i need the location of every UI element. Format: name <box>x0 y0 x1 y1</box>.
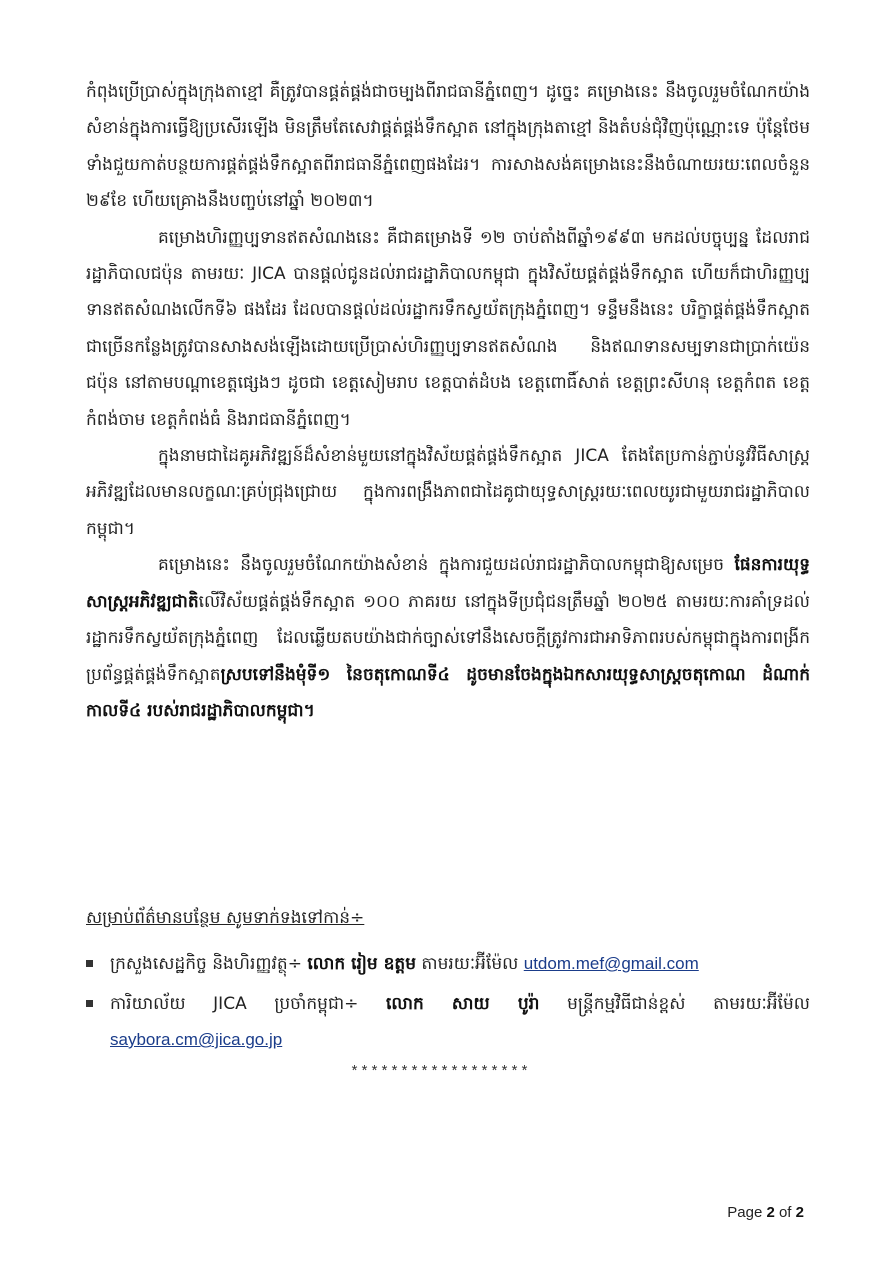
end-separator: ****************** <box>349 1064 531 1081</box>
contact-list <box>86 946 810 1058</box>
page-total: 2 <box>795 1204 804 1221</box>
page-middle: of <box>774 1204 796 1221</box>
contact-item-jica <box>86 986 810 1058</box>
square-bullet-icon <box>86 1000 93 1007</box>
contact-suffix: មន្ត្រីកម្មវិធីជាន់ខ្ពស់ តាមរយៈអ៊ីម៉ែល <box>539 994 810 1014</box>
email-link-mef[interactable]: utdom.mef@gmail.com <box>523 954 699 973</box>
paragraph-3: ក្នុងនាមជាដៃគូអភិវឌ្ឍន៍ដ៏សំខាន់មួយនៅក្នុងវិស័យផ្គត់ផ្គង់ទឹកស្អាត JICA តែងតែប្រកាន់ភ្ជាប់នូវវិធីសាស្ត្រអភិវឌ្ឍដែលមានលក្ខណៈគ្រប់ជ្រុងជ្រោយ ក្នុងការពង្រឹងភាពជាដៃគូជាយុទ្ធសាស្ត្ររយៈពេលយូរជាមួយរាជរដ្ឋាភិបាលកម្ពុជា។ <box>86 446 810 539</box>
contact-person: លោក រៀម ឧត្តម <box>307 954 417 974</box>
contact-section <box>86 898 810 1062</box>
body-text <box>86 74 810 729</box>
paragraph-4-part-2: លើវិស័យផ្គត់ផ្គង់ទឹកស្អាត ១០០ ភាគរយ នៅក្នុងទីប្រជុំជនត្រឹមឆ្នាំ ២០២៥ តាមរយៈការគាំទ្រដល់រដ្ឋាករទឹកស្វយ័តក្រុងភ្នំពេញ ដែលឆ្លើយតបយ៉ាងជាក់ច្បាស់ទៅនឹងសេចក្ដីត្រូវការជាអាទិភាពរបស់កម្ពុជាក្នុងការពង្រីកប្រព័ន្ធផ្គត់ផ្គង់ទឹកស្អាត <box>86 591 810 685</box>
contact-heading: សម្រាប់ព័ត៌មានបន្ថែម សូមទាក់ទងទៅកាន់÷ <box>86 908 365 928</box>
contact-org: ការិយាល័យ JICA ប្រចាំកម្ពុជា÷ <box>110 994 387 1014</box>
contact-item-mef <box>86 946 810 982</box>
page-prefix: Page <box>727 1204 767 1221</box>
paragraph-2: គម្រោងហិរញ្ញប្បទានឥតសំណងនេះ គឺជាគម្រោងទី ១២ ចាប់តាំងពីឆ្នាំ១៩៩៣ មកដល់បច្ចុប្បន្ន ដែលរាជរដ្ឋាភិបាលជប៉ុន តាមរយៈ JICA បានផ្ដល់ជូនដល់រាជរដ្ឋាភិបាលកម្ពុជា ក្នុងវិស័យផ្គត់ផ្គង់ទឹកស្អាត ហើយក៏ជាហិរញ្ញប្បទានឥតសំណងលើកទី៦ ផងដែរ ដែលបានផ្ដល់ដល់រដ្ឋាករទឹកស្វយ័តក្រុងភ្នំពេញ។ ទន្ទឹមនឹងនេះ បរិក្ខាផ្គត់ផ្គង់ទឹកស្អាតជាច្រើនកន្លែងត្រូវបានសាងសង់ឡើងដោយប្រើប្រាស់ហិរញ្ញប្បទានឥតសំណង និងឥណទានសម្បទានជាប្រាក់យ៉េនជប៉ុន នៅតាមបណ្ដាខេត្តផ្សេងៗ ដូចជា ខេត្តសៀមរាប ខេត្តបាត់ដំបង ខេត្តពោធិ៍សាត់ ខេត្តព្រះសីហនុ ខេត្តកំពត ខេត្តកំពង់ចាម ខេត្តកំពង់ធំ និងរាជធានីភ្នំពេញ។ <box>86 227 810 430</box>
page-current: 2 <box>766 1204 775 1221</box>
paragraph-4 <box>86 547 810 729</box>
page-number <box>727 1204 804 1221</box>
contact-suffix: តាមរយៈអ៊ីម៉ែល <box>416 954 524 974</box>
contact-org: ក្រសួងសេដ្ឋកិច្ច និងហិរញ្ញវត្ថុ÷ <box>110 954 308 974</box>
rectangular-strategy-bold: ស្របទៅនឹងមុំទី១ នៃចតុកោណទី៤ ដូចមានចែងក្នុងឯកសារយុទ្ធសាស្ត្រចតុកោណ ដំណាក់កាលទី៤ របស់រាជរដ្ឋាភិបាលកម្ពុជា។ <box>86 664 810 721</box>
email-link-jica[interactable]: saybora.cm@jica.go.jp <box>110 1030 283 1049</box>
national-strategic-plan-bold: ផែនការយុទ្ធសាស្ត្រអភិវឌ្ឍជាតិ <box>86 555 810 612</box>
paragraph-4-part-1: គម្រោងនេះ នឹងចូលរួមចំណែកយ៉ាងសំខាន់ ក្នុងការជួយដល់រាជរដ្ឋាភិបាលកម្ពុជាឱ្យសម្រេច <box>158 555 735 576</box>
paragraph-1: កំពុងប្រើប្រាស់ក្នុងក្រុងតាខ្មៅ គឺត្រូវបានផ្គត់ផ្គង់ជាចម្បងពីរាជធានីភ្នំពេញ។ ដូច្នេះ គម្រោងនេះ នឹងចូលរួមចំណែកយ៉ាងសំខាន់ក្នុងការធ្វើឱ្យប្រសើរឡើង មិនត្រឹមតែសេវាផ្គត់ផ្គង់ទឹកស្អាត នៅក្នុងក្រុងតាខ្មៅ និងតំបន់ជុំវិញប៉ុណ្ណោះទេ ប៉ុន្តែថែមទាំងជួយកាត់បន្ថយការផ្គត់ផ្គង់ទឹកស្អាតពីរាជធានីភ្នំពេញផងដែរ។ ការសាងសង់គម្រោងនេះនឹងចំណាយរយៈពេលចំនួន ២៩ខែ ហើយគ្រោងនឹងបញ្ចប់នៅឆ្នាំ ២០២៣។ <box>86 82 810 212</box>
square-bullet-icon <box>86 960 93 967</box>
contact-person: លោក សាយ បូរ៉ា <box>386 994 540 1014</box>
